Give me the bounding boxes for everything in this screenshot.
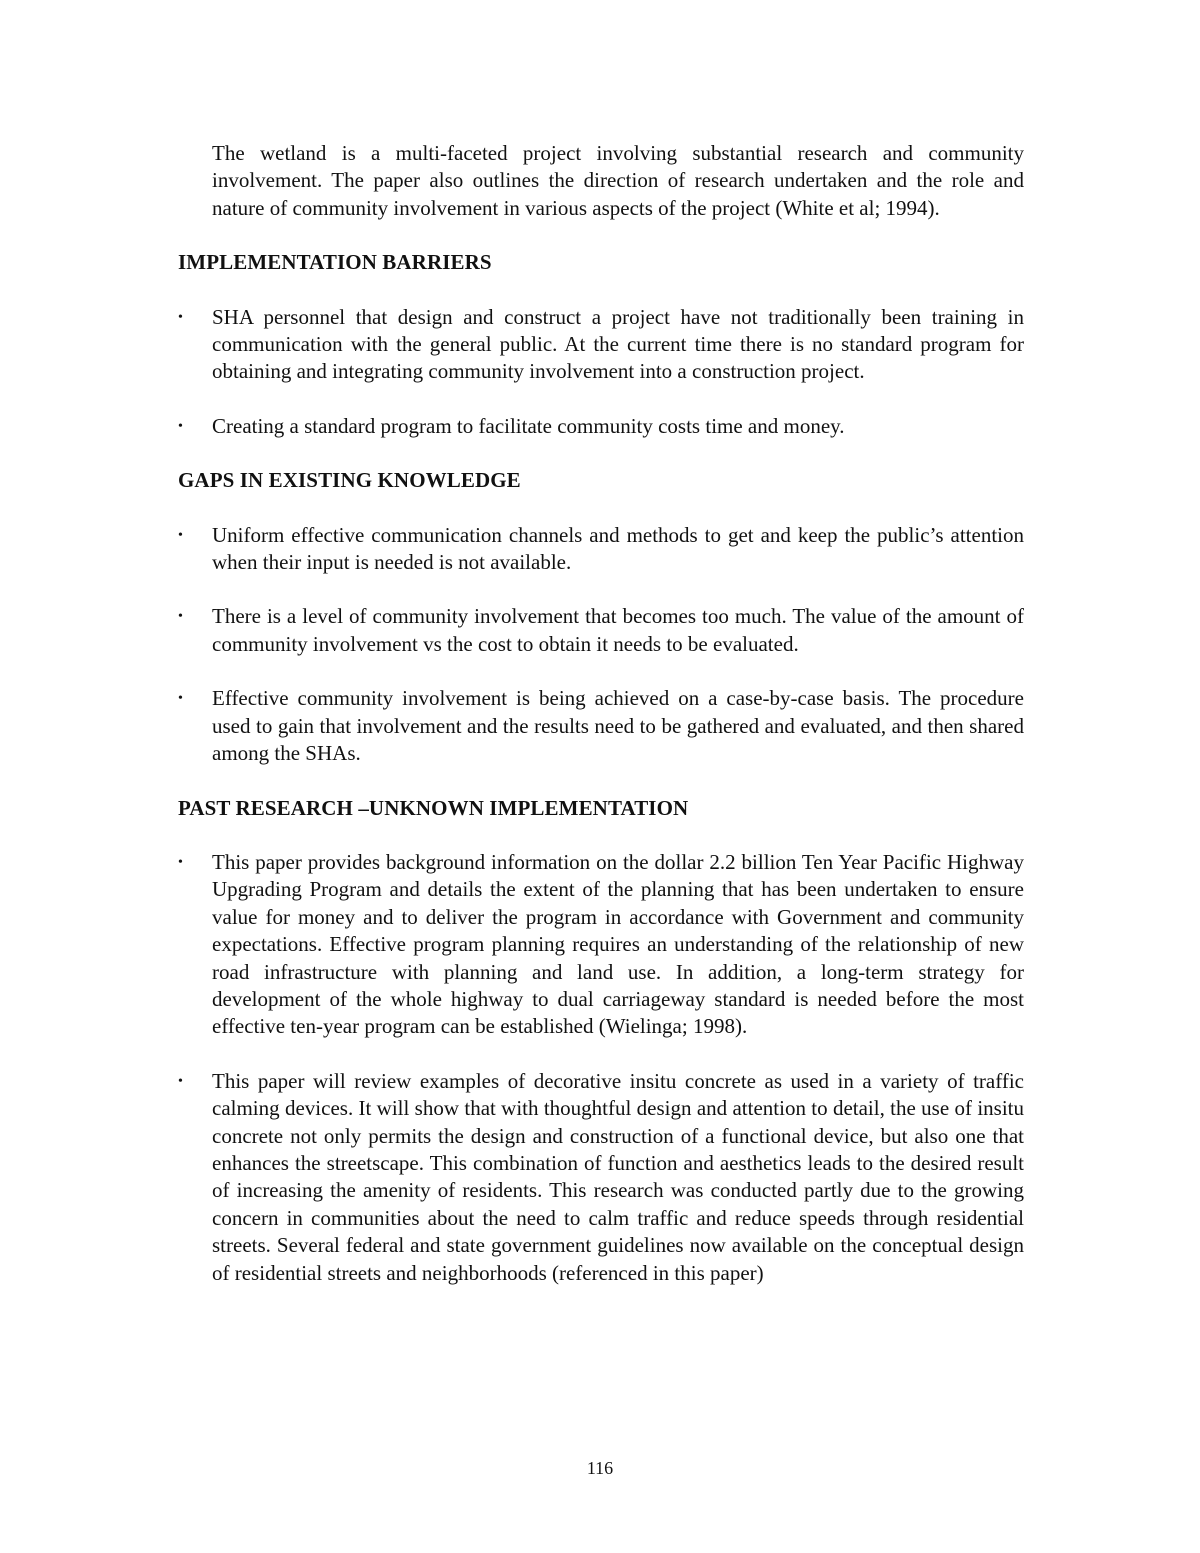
bullet-icon: • bbox=[178, 609, 183, 625]
intro-paragraph: The wetland is a multi-faceted project involving substantial research and community involvement. The paper also outlines the direction of research undertaken and the role and nature of community involvement in various aspects of the project (White et al; 1994). bbox=[212, 141, 1024, 220]
bullet-icon: • bbox=[178, 527, 183, 543]
list-item-text: Creating a standard program to facilitate community costs time and money. bbox=[212, 413, 845, 438]
bullet-list-implementation-barriers bbox=[178, 304, 1024, 441]
list-item-text: This paper will review examples of decorative insitu concrete as used in a variety of traffic calming devices. It will show that with thoughtful design and attention to detail, the use of insitu concrete not only permits the design and construction of a functional device, but also one that enhances the streetscape. This combination of function and aesthetics leads to the desired result of increasing the amenity of residents. This research was conducted partly due to the growing concern in communities about the need to calm traffic and reduce speeds through residential streets. Several federal and state government guidelines now available on the conceptual design of residential streets and neighborhoods (referenced in this paper) bbox=[212, 1068, 1024, 1285]
list-item bbox=[178, 603, 1024, 658]
list-item-text: Uniform effective communication channels and methods to get and keep the public’s attention when their input is needed is not available. bbox=[212, 522, 1024, 575]
bullet-list-gaps-in-existing-knowledge bbox=[178, 522, 1024, 768]
bullet-icon: • bbox=[178, 418, 183, 434]
section-heading-past-research: PAST RESEARCH –UNKNOWN IMPLEMENTATION bbox=[178, 795, 689, 820]
bullet-icon: • bbox=[178, 309, 183, 325]
list-item-text: SHA personnel that design and construct a project have not traditionally been training in communication with the general public. At the current time there is no standard program for obtaining and integrating community involvement into a construction project. bbox=[212, 304, 1024, 384]
list-item-text: This paper provides background information on the dollar 2.2 billion Ten Year Pacific Highway Upgrading Program and details the extent of the planning that has been undertaken to ensure value for money and to deliver the program in accordance with Government and community expectations. Effective program planning requires an understanding of the relationship of new road infrastructure with planning and land use. In addition, a long-term strategy for development of the whole highway to dual carriageway standard is needed before the most effective ten-year program can be established (Wielinga; 1998). bbox=[212, 849, 1024, 1039]
page-number: 116 bbox=[586, 1458, 614, 1478]
list-item bbox=[178, 413, 1024, 440]
list-item bbox=[178, 304, 1024, 386]
list-item-text: Effective community involvement is being achieved on a case-by-case basis. The procedure used to gain that involvement and the results need to be gathered and evaluated, and then shared among the SHAs. bbox=[212, 686, 1024, 766]
bullet-icon: • bbox=[178, 691, 183, 707]
section-heading-gaps-in-existing-knowledge: GAPS IN EXISTING KNOWLEDGE bbox=[178, 468, 521, 493]
list-item-text: There is a level of community involvement that becomes too much. The value of the amount of community involvement vs the cost to obtain it needs to be evaluated. bbox=[212, 604, 1024, 656]
bullet-icon: • bbox=[178, 1073, 183, 1089]
list-item bbox=[178, 685, 1024, 767]
page-body bbox=[178, 140, 1024, 1287]
bullet-list-past-research bbox=[178, 849, 1024, 1287]
bullet-icon: • bbox=[178, 854, 183, 870]
list-item bbox=[178, 522, 1024, 577]
section-heading-implementation-barriers: IMPLEMENTATION BARRIERS bbox=[178, 250, 492, 275]
list-item bbox=[178, 1068, 1024, 1287]
list-item bbox=[178, 849, 1024, 1041]
